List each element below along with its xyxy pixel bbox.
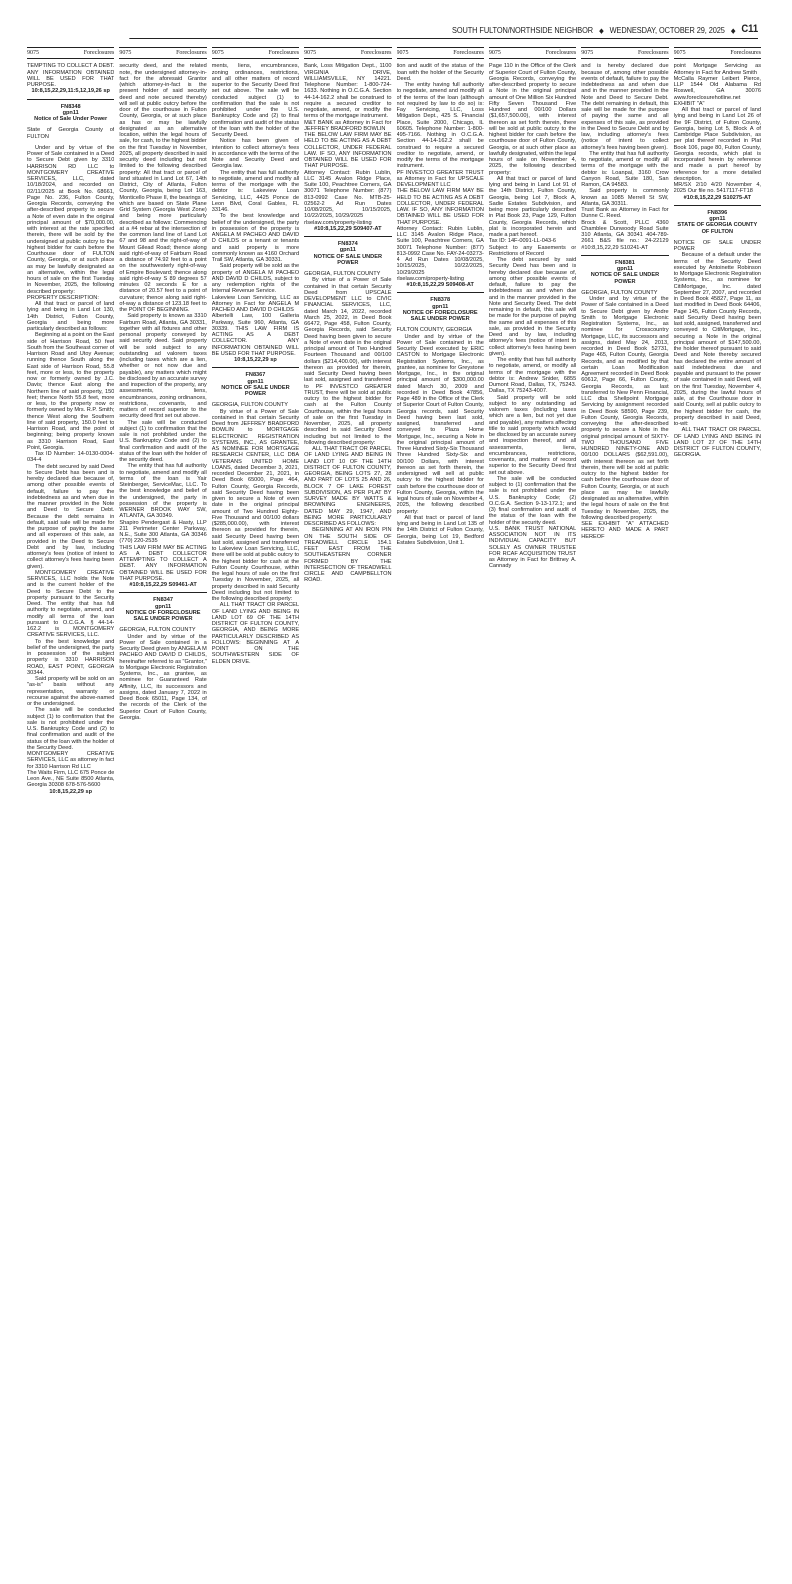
- notice-paragraph: The sale will be conducted subject (1) to confirmation that the sale is not prohibited under the U.S. Bankruptcy Code and (2) to final confirmation and audit of the status of the loan with the holder of the Security Deed.: [27, 707, 115, 751]
- notice-paragraph: Tax ID Number: 14-0130-0004-034-4: [27, 451, 115, 464]
- notice-paragraph: EXHIBIT "A": [673, 100, 705, 107]
- notice-paragraph: Tax ID: 14F-0091-LL-043-6: [488, 238, 557, 245]
- notice-paragraph: Page 110 in the Office of the Clerk of Superior Court of Fulton County, Georgia Records, conveying the after-described property to secure a Note in the original principal amount of One Million Six Hundred Fifty Seven Thousand Five Hundred and 00/100 Dollars ($1,657,500.00), with interest thereon as set forth therein, there will be sold at public outcry to the highest bidder for cash before the courthouse door of Fulton County, Georgia, or at such other place as lawfully designated, within the legal hours of sale on November 4, 2025, the following described property:: [488, 63, 577, 176]
- notice-paragraph: Bank, Loss Mitigation Dept., 1100 VIRGINIA DRIVE, WILLIAMSVILLE, NY 14221. Telephone Number: 1-800-724-1633. Nothing in O.C.G.A. Section 44-14-162.2 shall be construed to require a secured creditor to negotiate, amend, or modify the terms of the mortgage instrument.: [304, 63, 392, 120]
- notice-paragraph: ALL THAT TRACT OR PARCEL OF LAND LYING AND BEING IN LAND LOT 69 OF THE 14TH DISTRICT OF FULTON COUNTY, GEORGIA, AND BEING MORE PARTICULARLY DESCRIBED AS FOLLOWS: BEGINNING AT A POINT ON THE SOUTHWESTERN SIDE OF ELDEN DRIVE.: [211, 602, 300, 665]
- classified-category: Foreclosures: [453, 50, 484, 56]
- notice-heading: 10:8,15,22,29 sp: [234, 357, 277, 363]
- notice-paragraph: BEGINNING AT AN IRON PIN ON THE SOUTH SIDE OF TREADWELL CIRCLE 154.1 FEET EAST FROM THE SOUTHEASTERN CORNER FORMED BY THE INTERSECTION OF TREADWELL CIRCLE AND CAMPBELLTON ROAD.: [304, 527, 392, 584]
- notice-paragraph: To the best knowledge and belief of the undersigned, the party in possession of the property is ANGELA M PACHEO AND DAVID D CHILDS or a tenant or tenants and said property is more commonly known as 4160 Orchard Trail SW, Atlanta, GA 30331.: [211, 213, 300, 263]
- column-header: [489, 47, 576, 59]
- notice-paragraph: Under and by virtue of the Power of Sale contained in a Security Deed given by ANGELA M PACHEO AND DAVID D CHILDS, hereinafter referred to as "Grantor," to Mortgage Electronic Registration Systems, Inc., as grantee, as nominee for Guaranteed Rate Affinity, LLC, its successors and assigns, dated January 7, 2022 in Deed Book 65011, Page 134, of the records of the Clerk of the Superior Court of Fulton County, Georgia.: [119, 633, 207, 721]
- notice-paragraph: PROPERTY DESCRIPTION:: [27, 294, 99, 301]
- notice-paragraph: Said property will be sold as the property of ANGELA M PACHEO AND DAVID D CHILDS, subject to any redemption rights of the Internal Revenue Service.: [211, 263, 300, 295]
- notice-divider: [397, 292, 484, 293]
- notice-heading: STATE OF GEORGIA COUNTY OF FULTON: [677, 222, 758, 235]
- classified-category: Foreclosures: [268, 50, 300, 56]
- legal-notice-columns: [27, 47, 761, 1577]
- notice-paragraph: Lakeview Loan Servicing, LLC as Attorney in Fact for ANGELA M PACHEO AND DAVID D CHILDS: [211, 294, 300, 313]
- notice-heading: FN8348: [60, 103, 81, 110]
- classified-code: 9075: [119, 50, 132, 56]
- classified-code: 9075: [211, 50, 224, 56]
- notice-column: [27, 47, 114, 1577]
- notice-heading: #10:8,15,22,29 S09407-AT: [314, 225, 382, 232]
- notice-paragraph: Under and by virtue of the Power of Sale contained in a Deed to Secure Debt given by 3310 HARRISON RD LLC to MONTGOMERY CREATIVE SERVICES, LLC, dated 10/18/2024, and recorded on 02/11/2025 at Book No. 68661, Page No. 236, Fulton County, Georgia Records, conveying the after-described property to secure a Note of even date in the original principal amount of $70,000.00, with interest at the rate specified therein, there will be sold by the undersigned at public outcry to the highest bidder for cash before the Courthouse door of FULTON County, Georgia, or at such place as may be lawfully designated as an alternative, within the legal hours of sale on the first Tuesday in November, 2025, the following described property:: [27, 144, 115, 295]
- notice-paragraph: Trust Bank as Attorney in Fact for Dunne C. Reed.: [581, 207, 669, 220]
- notice-heading: NOTICE OF SALE UNDER POWER: [590, 272, 660, 285]
- column-header: [27, 47, 114, 59]
- notice-heading: NOTICE OF FORECLOSURE SALE UNDER POWER: [125, 609, 201, 622]
- notice-paragraph: Said property will be sold subject to any outstanding ad valorem taxes (including taxes which are a lien, but not yet due and payable), any matters affecting title to said property which would be disclosed by an accurate survey and inspection thereof, and all assessments, liens, encumbrances, restrictions, covenants, and matters of record superior to the Security Deed first set out above.: [488, 394, 577, 476]
- notice-paragraph: MR/SX 2/10 4/20 November 4, 2025 Our file no. 5417117-FT18: [673, 182, 761, 195]
- classified-code: 9075: [581, 50, 594, 56]
- notice-heading: Notice of Sale Under Power: [34, 116, 108, 122]
- notice-paragraph: Attorney Contact: Rubin Lublin, LLC 3145 Avalon Ridge Place, Suite 100, Peachtree Corners, GA 30071 Telephone Number: (877) 813-0992 Case No. MTB-25-02562-2 Ad Run Dates 10/08/2025, 10/15/2025, 10/22/2025, 10/29/2025: [304, 169, 392, 220]
- column-header: [397, 47, 484, 59]
- column-header: [674, 47, 761, 59]
- classified-code: 9075: [488, 50, 501, 56]
- notice-paragraph: PF INVESTCO GREATER TRUST as Attorney in Fact for UPSCALE DEVELOPMENT LLC: [396, 169, 484, 188]
- notice-paragraph: Because of a default under the terms of the Security Deed executed by Antoinette Robinson to Mortgage Electronic Registration Systems, Inc., as nominee for CitiMortgage, Inc. dated September 27, 2007, and recorded in Deed Book 45827, Page 11, as last modified in Deed Book 64406, Page 145, Fulton County Records, said Security Deed having been last sold, assigned, transferred and conveyed to CitiMortgage, Inc., securing a Note in the original principal amount of $147,500.00, the holder thereof pursuant to said Deed and Note thereby secured has declared the entire amount of said indebtedness due and payable and pursuant to the power of sale contained in said Deed, will on the first Tuesday, November 4, 2025, during the lawful hours of sale, at the Courthouse door in said County, sell at public outcry to the highest bidder for cash, the property described in said Deed, to-wit:: [673, 252, 761, 427]
- notice-heading: NOTICE OF FORECLOSURE SALE UNDER POWER: [402, 309, 478, 322]
- notice-paragraph: SEE EXHIBIT "A" ATTACHED HERETO AND MADE A PART HEREOF: [581, 521, 669, 540]
- column-header: [304, 47, 391, 59]
- notice-paragraph: M&T BANK as Attorney in Fact for JEFFREY BRADFORD BOWLIN: [304, 119, 392, 132]
- notice-paragraph: NOTICE OF SALE UNDER POWER: [673, 239, 761, 252]
- notice-divider: [674, 205, 761, 206]
- notice-paragraph: Shapiro Pendergast & Hasty, LLP 211 Perimeter Center Parkway, N.E., Suite 300 Atlanta, GA 30346 (770) 220-2535: [119, 519, 207, 545]
- notice-paragraph: MONTGOMERY CREATIVE SERVICES, LLC as attorney in fact for 3310 Harrison Rd LLC: [27, 751, 115, 770]
- notice-paragraph: All that tract or parcel of land lying and being in Land Lot 91 of the 14th District, Fulton County, Georgia, being Lot 7, Block A, Sadie Estates Subdivision, and being more particularly described in Plat Book 23, Page 129, Fulton County, Georgia Records, which plat is incorporated herein and made a part hereof.: [488, 175, 577, 238]
- notice-heading: 10:8,15,22,29,11:5,12,19,26 sp: [31, 88, 110, 95]
- notice-heading: NOTICE OF SALE UNDER POWER: [313, 253, 382, 266]
- notice-paragraph: Under and by virtue of the Power of Sale contained in a Deed to Secure Debt given by Andre Smith to Mortgage Electronic Registration Systems, Inc., as nominee for Crosscountry Mortgage, LLC, its successors and assigns, dated May 24, 2013, recorded in Deed Book 52731, Page 465, Fulton County, Georgia Records, and as modified by that certain Loan Modification Agreement recorded in Deed Book 60612, Page 66, Fulton County, Georgia Records, as last transferred to New Penn Financial, LLC dba Shellpoint Mortgage Servicing by assignment recorded in Deed Book 58590, Page 239, Fulton County, Georgia Records, conveying the after-described property to secure a Note in the original principal amount of SIXTY-TWO THOUSAND FIVE HUNDRED NINETY-ONE AND 00/100 DOLLARS ($62,591.00), with interest thereon as set forth therein, there will be sold at public outcry to the highest bidder for cash before the courthouse door of Fulton County, Georgia, or at such place as may be lawfully designated as an alternative, within the legal hours of sale on the first Tuesday in November, 2025, the following described property:: [581, 296, 669, 521]
- notice-paragraph: Beginning at a point on the East side of Harrison Road, 50 feet South from the Southeast corner of Harrison Road and Utoy Avenue; running thence South along the East side of Harrison Road, 55.8 feet, more or less, to the property now or formerly owned by J.C. Davis; thence East along the Northern line of said property, 150 feet; thence North 55.8 feet, more or less, to the property now or formerly owned by Mrs. R.P. Smith; thence West along the Southern line of said property, 150.0 feet to Harrison Road, and the point of beginning; being property known as 3310 Harrison Road, East Point, Georgia.: [27, 332, 115, 451]
- notice-paragraph: tion and audit of the status of the loan with the holder of the Security Deed.: [396, 63, 484, 82]
- notice-paragraph: The entity that has full authority to negotiate, amend and modify all terms of the loan is Yair Steinberger, ServiceMac, LLC. To the best knowledge and belief of the undersigned, the party in possession of the property is WERNER BROOK WAY SW, ATLANTA, GA 30349.: [119, 463, 207, 520]
- notice-paragraph: Attorney Contact: Rubin Lublin, LLC 3145 Avalon Ridge Place, Suite 100, Peachtree Corners, GA 30071 Telephone Number: (877) 813-0992 Case No. FAY-24-03273-4 Ad Run Dates 10/08/2025, 10/15/2025, 10/22/2025, 10/29/2025: [396, 225, 484, 276]
- notice-divider: [27, 99, 114, 100]
- notice-paragraph: By virtue of a Power of Sale contained in that certain Security Deed from UPSCALE DEVELOPMENT LLC to CIVIC FINANCIAL SERVICES, LLC, dated March 14, 2022, recorded March 25, 2022, in Deed Book 66472, Page 458, Fulton County, Georgia Records, said Security Deed having been given to secure a Note of even date in the original principal amount of Two Hundred Fourteen Thousand and 00/100 dollars ($214,400.00), with interest thereon as provided for therein, said Security Deed having been last sold, assigned and transferred to PF INVESTCO GREATER TRUST, there will be sold at public outcry to the highest bidder for cash at the Fulton County Courthouse, within the legal hours of sale on the first Tuesday in November, 2025, all property described in said Security Deed including but not limited to the following described property:: [304, 277, 392, 446]
- notice-paragraph: Notice has been given of intention to collect attorney's fees in accordance with the terms of the Note and Security Deed and Georgia law.: [211, 138, 300, 170]
- notice-heading: NOTICE OF SALE UNDER POWER: [221, 384, 290, 397]
- notice-divider: [304, 236, 391, 237]
- notice-heading: FN8396: [707, 209, 728, 216]
- notice-paragraph: By virtue of a Power of Sale contained in that certain Security Deed from JEFFREY BRADFORD BOWLIN to MORTGAGE ELECTRONIC REGISTRATION SYSTEMS, INC., AS GRANTEE, AS NOMINEE FOR MORTGAGE RESEARCH CENTER, LLC DBA VETERANS UNITED HOME LOANS, dated December 3, 2021, recorded December 21, 2021, in Deed Book 65000, Page 464, Fulton County, Georgia Records, said Security Deed having been given to secure a Note of even date in the original principal amount of Two Hundred Eighty-Five Thousand and 00/100 dollars ($285,000.00), with interest thereon as provided for therein, said Security Deed having been last sold, assigned and transferred to Lakeview Loan Servicing, LLC, there will be sold at public outcry to the highest bidder for cash at the Fulton County Courthouse, within the legal hours of sale on the first Tuesday in November, 2025, all property described in said Security Deed including but not limited to the following described property:: [211, 408, 300, 602]
- notice-heading: FN8347: [153, 597, 174, 604]
- notice-paragraph: point Mortgage Servicing as Attorney in Fact for Andrew Smith: [673, 63, 761, 76]
- notice-paragraph: and is hereby declared due because of, among other possible events of default, failure to pay the indebtedness as and when due and in the manner provided in the Note and Deed to Secure Debt. The debt remaining in default, this sale will be made for the purpose of paying the same and all expenses of this sale, as provided in the Deed to Secure Debt and by law, including attorney's fees (notice of intent to collect attorney's fees having been given).: [581, 63, 669, 151]
- notice-paragraph: GEORGIA, FULTON COUNTY: [304, 271, 381, 277]
- notice-divider: [119, 592, 206, 593]
- notice-column: [489, 47, 576, 1577]
- notice-heading: gpn11: [709, 216, 726, 222]
- notice-heading: gpn11: [339, 247, 356, 254]
- notice-column: [212, 47, 299, 1577]
- notice-heading: gpn11: [616, 266, 634, 272]
- notice-paragraph: U.S. BANK TRUST NATIONAL ASSOCIATION NOT IN ITS INDIVIDUAL CAPACITY BUT SOLELY AS OWNER TRUSTEE FOR RCAF ACQUISITION TRUST as Attorney in Fact for Brittney A. Cannady: [488, 525, 577, 570]
- notice-paragraph: THIS LAW FIRM MAY BE ACTING AS A DEBT COLLECTOR ATTEMPTING TO COLLECT A DEBT. ANY INFORMATION OBTAINED WILL BE USED FOR THAT PURPOSE.: [119, 544, 207, 582]
- notice-paragraph: The Waits Firm, LLC 675 Ponce de Leon Ave., NE Suite 8500 Atlanta, Georgia 30308 678-576-5600: [27, 769, 115, 789]
- column-header: [212, 47, 299, 59]
- notice-paragraph: rlselaw.com/property-listing: [304, 219, 372, 226]
- notice-heading: gpn11: [432, 303, 449, 310]
- notice-paragraph: McCalla Raymer Leibert Pierce, LLP 1544 Old Alabama Rd Roswell, GA 30076 www.foreclosurehotline.net: [673, 75, 761, 101]
- notice-divider: [581, 255, 668, 256]
- notice-heading: #10:8,15,22,29 S10275-AT: [683, 194, 751, 201]
- notice-paragraph: Albertelli Law, 100 Galleria Parkway, Suite 960, Atlanta, GA 30339. THIS LAW FIRM IS ACTING AS A DEBT COLLECTOR. ANY INFORMATION OBTAINED WILL BE USED FOR THAT PURPOSE.: [211, 313, 300, 357]
- notice-heading: FN8367: [245, 372, 266, 379]
- notice-paragraph: All that tract or parcel of land lying and being in Land Lot 130, 14th District, Fulton County, Georgia and being more particularly described as follows:: [27, 301, 115, 332]
- notice-paragraph: Said property will be sold on an "as-is" basis without any representation, warranty or recourse against the above-named or the undersigned.: [27, 676, 115, 707]
- notice-column: [581, 47, 668, 1577]
- notice-heading: gpn11: [247, 378, 264, 385]
- notice-paragraph: GEORGIA, FULTON COUNTY: [211, 402, 288, 409]
- notice-heading: 10:8,15,22,29 sp: [49, 788, 92, 795]
- notice-paragraph: All that tract or parcel of land lying and being in Land Lot 26 of the 9F District, of Fulton County, Georgia, being Lot 5, Block A of Cambridge Place Subdivision, as per plat thereof recorded in Plat Book 106, page 80, Fulton County, Georgia records, which plat is incorporated herein by reference and made a part hereof by reference for a more detailed description.: [673, 107, 761, 182]
- notice-column: [674, 47, 761, 1577]
- classified-category: Foreclosures: [176, 50, 207, 56]
- notice-paragraph: The sale will be conducted subject (1) to confirmation that the sale is not prohibited under the U.S. Bankruptcy Code and (2) to final confirmation and audit of the status of the loan with the holder of the security deed.: [119, 419, 207, 463]
- classified-code: 9075: [673, 50, 686, 56]
- notice-paragraph: THE BELOW LAW FIRM MAY BE HELD TO BE ACTING AS A DEBT COLLECTOR, UNDER FEDERAL LAW. IF SO, ANY INFORMATION OBTAINED WILL BE USED FOR THAT PURPOSE.: [304, 132, 392, 170]
- notice-paragraph: FULTON COUNTY, GEORGIA: [396, 327, 473, 334]
- classified-code: 9075: [304, 50, 317, 56]
- notice-paragraph: rlselaw.com/property-listing: [396, 275, 464, 282]
- diamond-separator-icon: ◆: [730, 28, 736, 35]
- notice-paragraph: To the best knowledge and belief of the undersigned, the party in possession of the subject property is 3310 HARRISON ROAD, EAST POINT, GEORGIA 30344.: [27, 638, 115, 676]
- notice-heading: #10:8,15,22,29 S09408-AT: [406, 282, 474, 288]
- notice-paragraph: The entity that has full authority to negotiate, amend, or modify all terms of the mortgage with the debtor is: Andrew Snider, 6855 Dumont Road, Dallas, TX, 75243. Dallas, TX 75243-4007.: [488, 357, 577, 395]
- notice-paragraph: GEORGIA, FULTON COUNTY: [581, 289, 658, 296]
- notice-paragraph: Subject to any Easements or Restrictions of Record: [488, 244, 577, 257]
- diamond-separator-icon: ◆: [599, 28, 604, 35]
- notice-paragraph: The entity that has full authority to negotiate, amend and modify all terms of the mortgage with the debtor is: Lakeview Loan Servicing, LLC, 4425 Ponce de Leon Blvd, Coral Gables, FL 33146.: [211, 169, 300, 213]
- notice-column: [119, 47, 206, 1577]
- publication-name: SOUTH FULTON/NORTHSIDE NEIGHBOR: [452, 25, 594, 35]
- notice-paragraph: MONTGOMERY CREATIVE SERVICES, LLC holds the Note and is the current holder of the Deed to Secure Debt to the property pursuant to the Security Deed. The entity that has full authority to negotiate, amend, and modify all terms of the loan pursuant to O.C.G.A. § 44-14-162.2 is MONTGOMERY CREATIVE SERVICES, LLC.: [27, 569, 115, 639]
- notice-paragraph: security deed, and the related note, the undersigned attorney-in-fact for the aforesaid Grantor (which attorney-in-fact is the present holder of said security deed and note secured thereby) will sell at public outcry before the door of the courthouse in Fulton County, Georgia, or at such place as has or may be lawfully designated as an alternative location, within the legal hours of sale, for cash, to the highest bidder on the first Tuesday in November, 2025, all property described in said security deed including but not limited to the following described property: All that tract or parcel of land situated in Land Lot 67, 14th District, City of Atlanta, Fulton County, Georgia, being Lot 163, Monticello Phase II, the bearings of which are based on State Plane Grid System (Georgia West Zone) and being more particularly described as follows: Commencing at a #4 rebar at the intersection of the common land line of Land Lot 67 and 98 and the right-of-way of Mount Gilead Road; thence along said right-of-way of Fairburn Road a distance of 74.92 feet to a point on the southwesterly right-of-way of Empire Boulevard; thence along said right-of-way S 89 degrees 57 minutes 02 seconds E for a distance of 20.57 feet to a point of curvature; thence along said right-of-way a distance of 123.18 feet to the POINT OF BEGINNING.: [119, 63, 207, 313]
- notice-paragraph: Said property is commonly known as 1085 Merrell St SW, Atlanta, GA 30311.: [581, 188, 669, 207]
- classified-code: 9075: [396, 50, 409, 56]
- notice-paragraph: Said property is known as 3310 Fairburn Road, Atlanta, GA 30331, together with all fixtures and other personal property conveyed by said security deed. Said property will be sold subject to any outstanding ad valorem taxes (including taxes which are a lien, whether or not now due and payable), any matters which might be disclosed by an accurate survey and inspection of the property, any assessments, liens, encumbrances, zoning ordinances, restrictions, covenants, and matters of record superior to the security deed first set out above.: [119, 313, 207, 420]
- notice-paragraph: ALL THAT TRACT OR PARCEL OF LAND LYING AND BEING IN LAND LOT 10 OF THE 14TH DISTRICT OF FULTON COUNTY, GEORGIA, BEING LOTS 27, 28 AND PART OF LOTS 25 AND 26, BLOCK 7 OF LAKE FOREST SUBDIVISION, AS PER PLAT BY SURVEY MADE BY WATTS & BROWNING ENGINEERS, DATED MAY 29, 1947, AND BEING MORE PARTICULARLY DESCRIBED AS FOLLOWS:: [304, 446, 392, 527]
- column-header: [581, 47, 668, 59]
- notice-paragraph: The entity that has full authority to negotiate, amend or modify all terms of the mortgage with the debtor is: Loanpal, 3160 Crow Canyon Road, Suite 180, San Ramon, CA 94583.: [581, 150, 669, 188]
- notice-divider: [212, 367, 299, 368]
- notice-paragraph: GEORGIA, FULTON COUNTY: [119, 627, 196, 634]
- notice-paragraph: THE BELOW LAW FIRM MAY BE HELD TO BE ACTING AS A DEBT COLLECTOR, UNDER FEDERAL LAW. IF SO, ANY INFORMATION OBTAINED WILL BE USED FOR THAT PURPOSE.: [396, 188, 484, 226]
- classified-category: Foreclosures: [637, 50, 669, 56]
- notice-heading: #10:8,15,22,29 S09461-AT: [129, 582, 197, 588]
- classified-category: Foreclosures: [83, 50, 115, 56]
- classified-category: Foreclosures: [360, 50, 392, 56]
- notice-heading: gpn11: [154, 603, 172, 610]
- page-masthead: [129, 23, 758, 39]
- notice-paragraph: State of Georgia County of FULTON: [27, 127, 115, 140]
- notice-heading: FN8381: [614, 259, 635, 266]
- notice-paragraph: TEMPTING TO COLLECT A DEBT. ANY INFORMATION OBTAINED WILL BE USED FOR THAT PURPOSE.: [27, 63, 115, 88]
- notice-paragraph: The entity having full authority to negotiate, amend and modify all of the terms of the loan (although not required by law to do so) is: Fay Servicing, LLC, Loss Mitigation Dept., 425 S. Financial Place, Suite 2000, Chicago, IL 60605. Telephone Number: 1-800-495-7166. Nothing in O.C.G.A. Section 44-14-162.2 shall be construed to require a secured creditor to negotiate, amend, or modify the terms of the mortgage instrument.: [396, 82, 484, 170]
- notice-paragraph: ALL THAT TRACT OR PARCEL OF LAND LYING AND BEING IN LAND LOT 27 OF THE 14TH DISTRICT OF FULTON COUNTY, GEORGIA.: [673, 427, 761, 459]
- page-number: C11: [741, 23, 758, 35]
- issue-date: WEDNESDAY, OCTOBER 29, 2025: [609, 25, 725, 35]
- notice-heading: FN8374: [337, 241, 358, 247]
- classified-category: Foreclosures: [730, 50, 761, 56]
- notice-paragraph: All that tract or parcel of land lying and being in Land Lot 135 of the 14th District of Fulton County, Georgia, being Lot 19, Bedford Estates Subdivision, Unit 1.: [396, 514, 484, 546]
- notice-paragraph: The debt secured by said Deed to Secure Debt has been and is hereby declared due because of, among other possible events of default, failure to pay the indebtedness as and when due in the manner provided in the Note and Deed to Secure Debt. Because the debt remains in default, said sale will be made for the purpose of paying the same and all expenses of this sale, as provided in the Deed to Secure Debt and by law, including attorney's fees (notice of intent to collect attorney's fees having been given).: [27, 463, 115, 570]
- notice-paragraph: The sale will be conducted subject to (1) confirmation that the sale is not prohibited under the U.S. Bankruptcy Code; (2) O.C.G.A. Section 9-13-172.1; and (3) final confirmation and audit of the status of the loan with the holder of the security deed.: [488, 475, 577, 526]
- notice-column: [304, 47, 391, 1577]
- notice-heading: FN8378: [430, 297, 451, 304]
- column-header: [119, 47, 206, 59]
- notice-paragraph: ments, liens, encumbrances, zoning ordinances, restrictions, and all other matters of record superior to the Security Deed first set out above. The sale will be conducted subject (1) to confirmation that the sale is not prohibited under the U.S. Bankruptcy Code and (2) to final confirmation and audit of the status of the loan with the holder of the Security Deed.: [211, 63, 300, 138]
- notice-heading: gpn11: [62, 109, 79, 116]
- notice-paragraph: The debt secured by said Security Deed has been and is hereby declared due because of, among other possible events of default, failure to pay the indebtedness as and when due and in the manner provided in the Note and Security Deed. The debt remaining in default, this sale will be made for the purpose of paying the same and all expenses of this sale, as provided in the Security Deed and by law, including attorney's fees (notice of intent to collect attorney's fees having been given).: [488, 257, 577, 357]
- notice-paragraph: Brock & Scott, PLLC 4360 Chamblee Dunwoody Road Suite 310 Atlanta, GA 30341 404-789-2661 B&S file no.: 24-22129 #10:8,15,22,29 S10241-AT: [581, 219, 669, 251]
- notice-paragraph: Under and by virtue of the Power of Sale contained in the Security Deed executed by ERIC CASTON to Mortgage Electronic Registration Systems, Inc., as grantee, as nominee for Greystone Mortgage, Inc., in the original principal amount of $300,000.00 dated March 30, 2009 and recorded in Deed Book 47856, Page 489 in the Office of the Clerk of Superior Court of Fulton County, Georgia records, said Security Deed having been last sold, assigned, transferred and conveyed to Plaza Home Mortgage, Inc., securing a Note in the original principal amount of Three Hundred Sixty-Six Thousand Three Hundred Sixty-Six and 00/100 Dollars, with interest thereon as set forth therein, the undersigned will sell at public outcry to the highest bidder for cash before the courthouse door of Fulton County, Georgia, within the legal hours of sale on November 4, 2025, the following described property:: [396, 333, 484, 515]
- classified-category: Foreclosures: [545, 50, 577, 56]
- notice-column: [397, 47, 484, 1577]
- classified-code: 9075: [27, 50, 39, 56]
